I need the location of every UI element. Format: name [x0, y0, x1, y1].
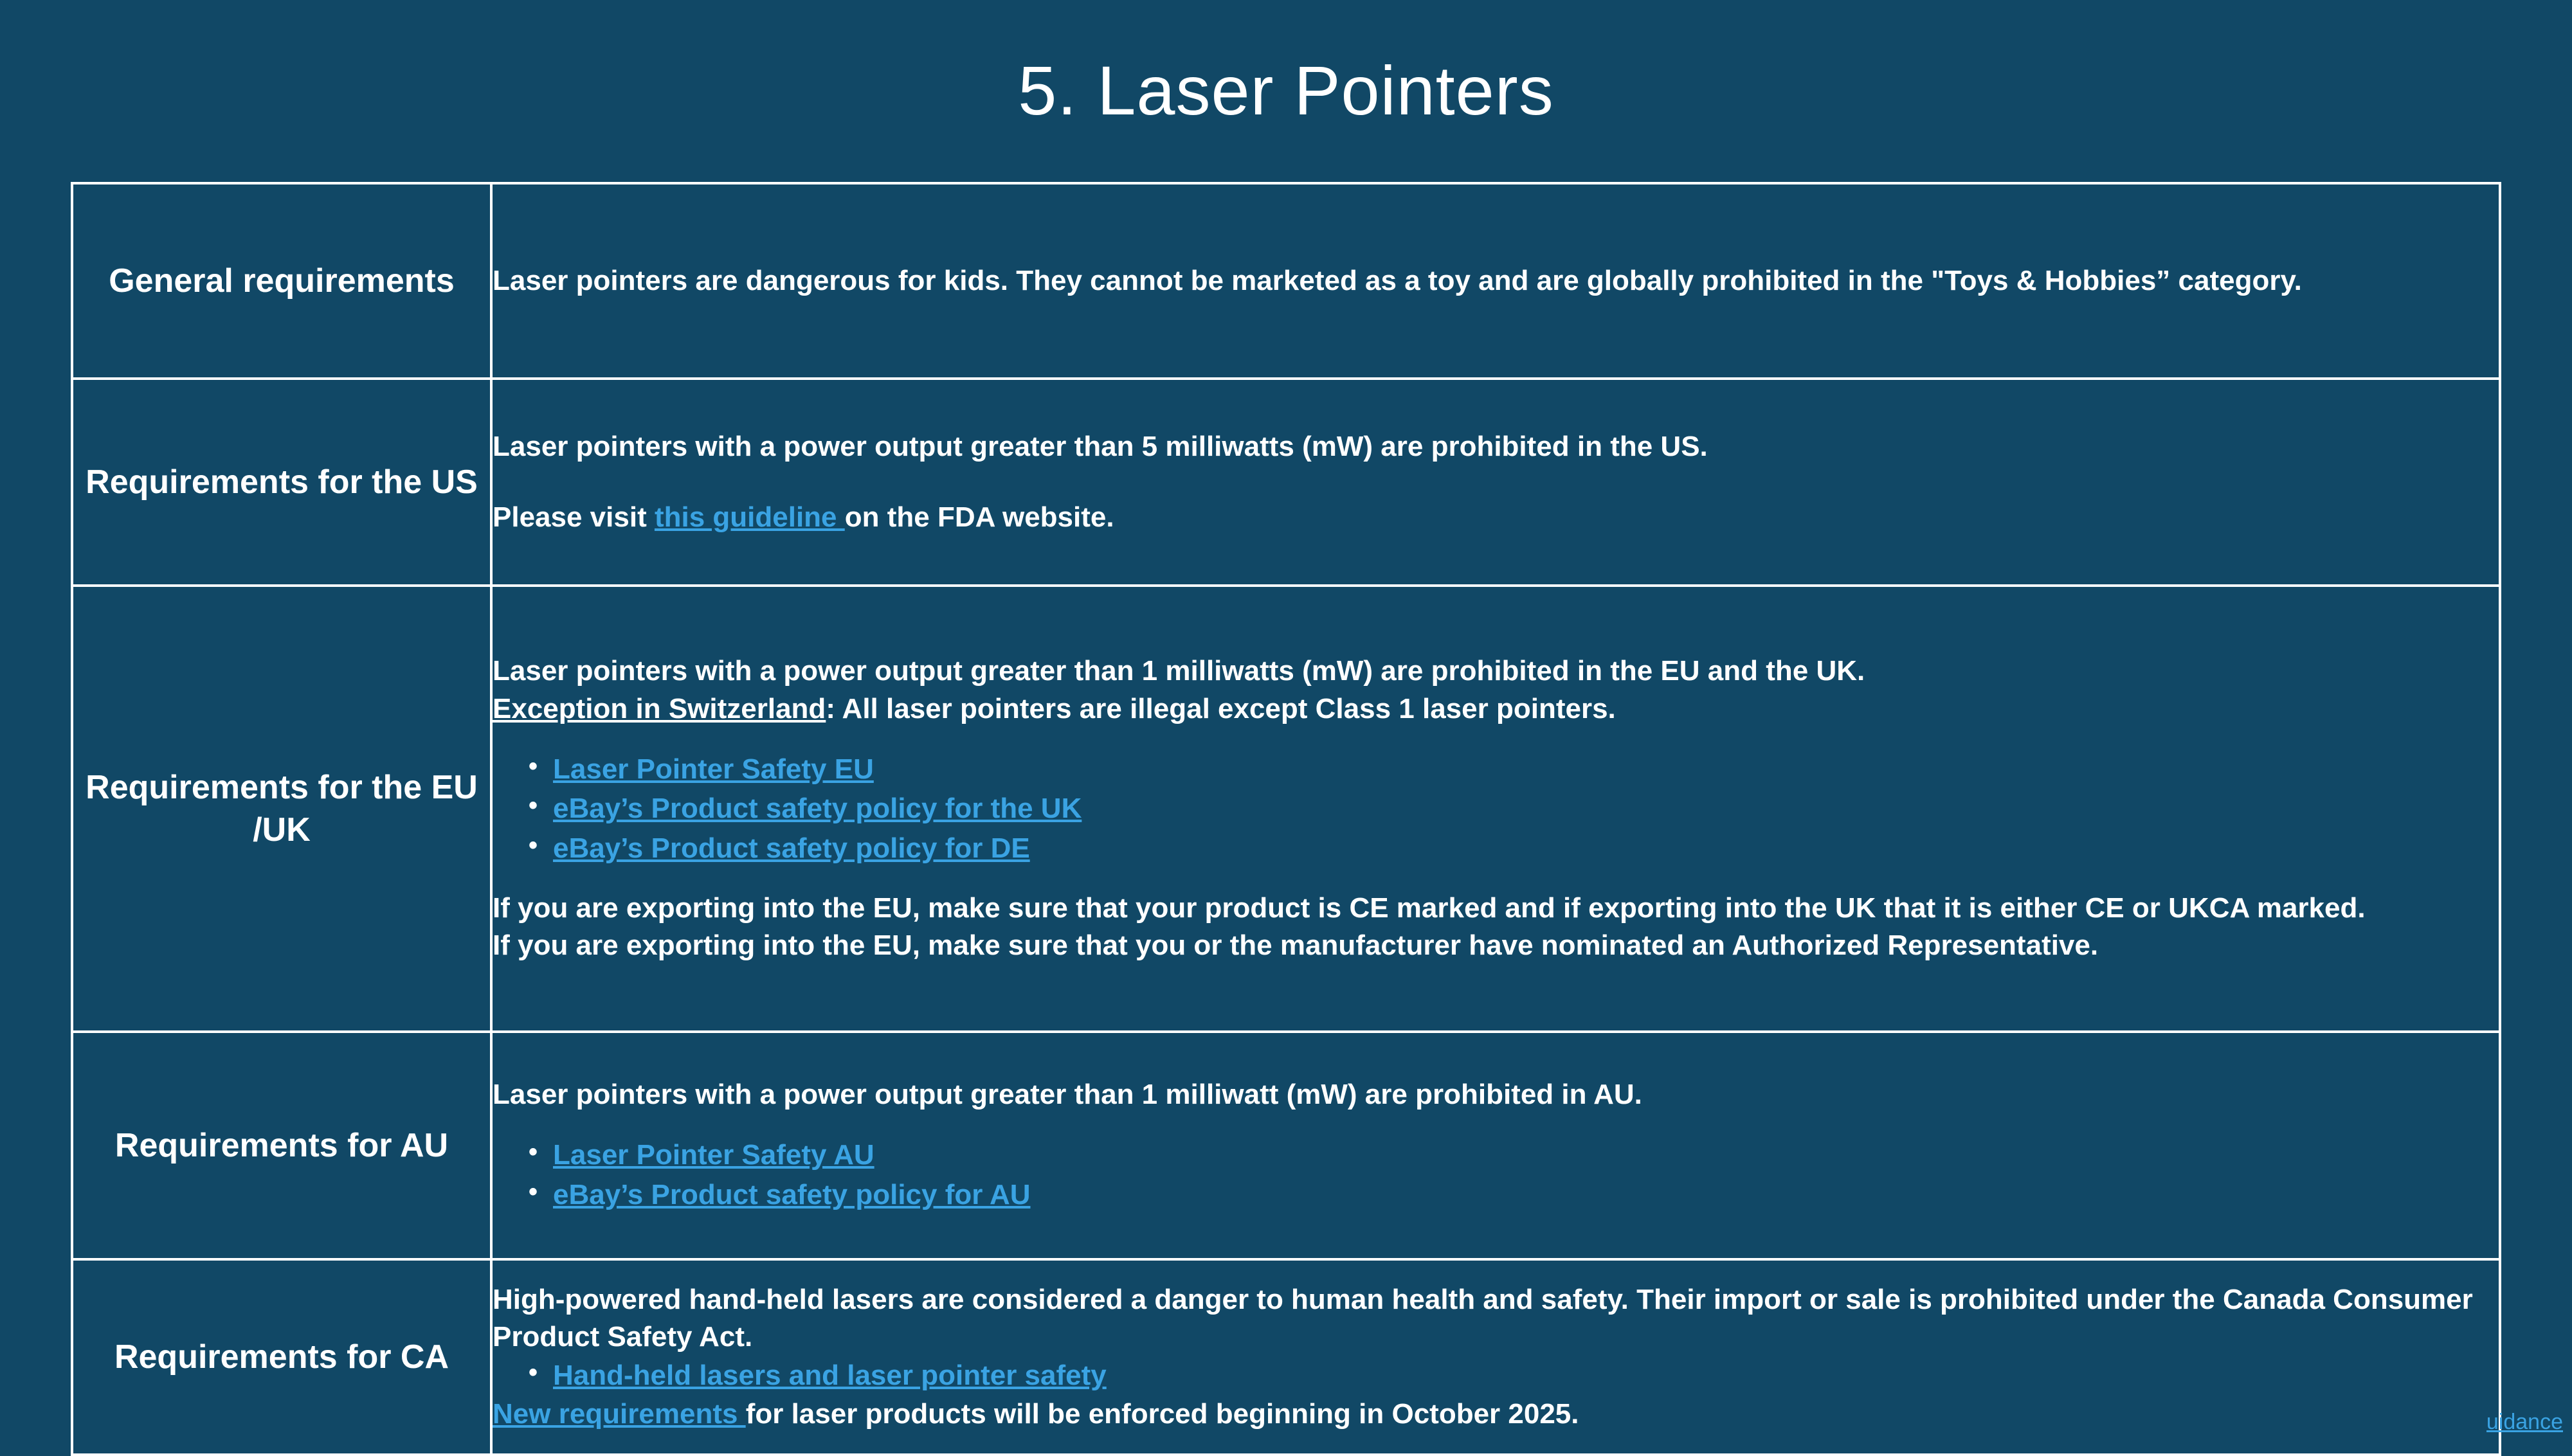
- us-requirements-text: Laser pointers with a power output greater than 5 milliwatts (mW) are prohibited in the US.: [493, 430, 1708, 462]
- list-item: [529, 1356, 2499, 1396]
- us-visit-prefix: Please visit: [493, 501, 655, 533]
- row-content-au: [491, 1032, 2500, 1259]
- list-item: [529, 829, 2499, 868]
- list-item: [529, 1135, 2499, 1175]
- eu-exception-label: Exception in Switzerland: [493, 692, 826, 724]
- table-row: [72, 183, 2500, 379]
- page-title: 5. Laser Pointers: [1018, 51, 1554, 129]
- link-ebay-policy-au[interactable]: eBay’s Product safety policy for AU: [553, 1179, 1031, 1211]
- row-content-eu-uk: [491, 586, 2500, 1032]
- ca-new-requirements-line: [493, 1396, 2499, 1433]
- link-laser-pointer-safety-au[interactable]: Laser Pointer Safety AU: [553, 1139, 874, 1171]
- eu-exception-line: [493, 690, 2499, 728]
- row-content-us: [491, 379, 2500, 586]
- us-visit-suffix: on the FDA website.: [844, 501, 1114, 533]
- ca-links-list: [493, 1356, 2499, 1396]
- spacer: [493, 465, 2499, 499]
- us-guideline-line: [493, 499, 2499, 536]
- table-row: [72, 1259, 2500, 1455]
- eu-links-list: [493, 750, 2499, 868]
- row-label-eu-uk: Requirements for the EU /UK: [72, 586, 491, 1032]
- requirements-table: [71, 182, 2501, 1456]
- list-item: [529, 750, 2499, 789]
- row-label-au: Requirements for AU: [72, 1032, 491, 1259]
- row-label-ca: Requirements for CA: [72, 1259, 491, 1455]
- table-row: [72, 1032, 2500, 1259]
- list-item: [529, 789, 2499, 829]
- link-handheld-lasers-safety[interactable]: Hand-held lasers and laser pointer safety: [553, 1360, 1107, 1392]
- eu-authorized-rep-text: If you are exporting into the EU, make sure that you or the manufacturer have nominated an Authorized Representative.: [493, 930, 2099, 962]
- list-item: [529, 1175, 2499, 1215]
- general-requirements-text: Laser pointers are dangerous for kids. They cannot be marketed as a toy and are globally prohibited in the "Toys & Hobbies” category.: [493, 264, 2302, 296]
- spacer: [493, 868, 2499, 890]
- row-label-us: Requirements for the US: [72, 379, 491, 586]
- ca-closing-text: for laser products will be enforced beginning in October 2025.: [745, 1398, 1579, 1430]
- link-new-requirements[interactable]: New requirements: [493, 1398, 746, 1430]
- fda-guideline-link[interactable]: this guideline: [654, 501, 845, 533]
- eu-exception-text: : All laser pointers are illegal except Class 1 laser pointers.: [826, 692, 1616, 724]
- row-label-general: General requirements: [72, 183, 491, 379]
- link-ebay-policy-de[interactable]: eBay’s Product safety policy for DE: [553, 832, 1030, 864]
- link-ebay-policy-uk[interactable]: eBay’s Product safety policy for the UK: [553, 793, 1082, 825]
- au-links-list: [493, 1135, 2499, 1214]
- link-laser-pointer-safety-eu[interactable]: Laser Pointer Safety EU: [553, 753, 874, 785]
- au-power-limit-text: Laser pointers with a power output greater than 1 milliwatt (mW) are prohibited in AU.: [493, 1079, 1642, 1111]
- spacer: [493, 728, 2499, 750]
- table-row: [72, 379, 2500, 586]
- row-content-general: [491, 183, 2500, 379]
- row-content-ca: [491, 1259, 2500, 1455]
- requirements-table-wrapper: [71, 182, 2501, 1456]
- eu-power-limit-text: Laser pointers with a power output greater than 1 milliwatts (mW) are prohibited in the EU and the UK.: [493, 655, 1865, 687]
- spacer: [493, 1113, 2499, 1135]
- footer-guidance-link[interactable]: uidance: [2486, 1410, 2563, 1434]
- eu-ce-marking-text: If you are exporting into the EU, make sure that your product is CE marked and if exporting into the UK that it is either CE or UKCA marked.: [493, 892, 2366, 924]
- ca-prohibition-text: High-powered hand-held lasers are considered a danger to human health and safety. Their import or sale is prohibited under the Canada Consumer Product Safety Act.: [493, 1284, 2473, 1353]
- table-row: [72, 586, 2500, 1032]
